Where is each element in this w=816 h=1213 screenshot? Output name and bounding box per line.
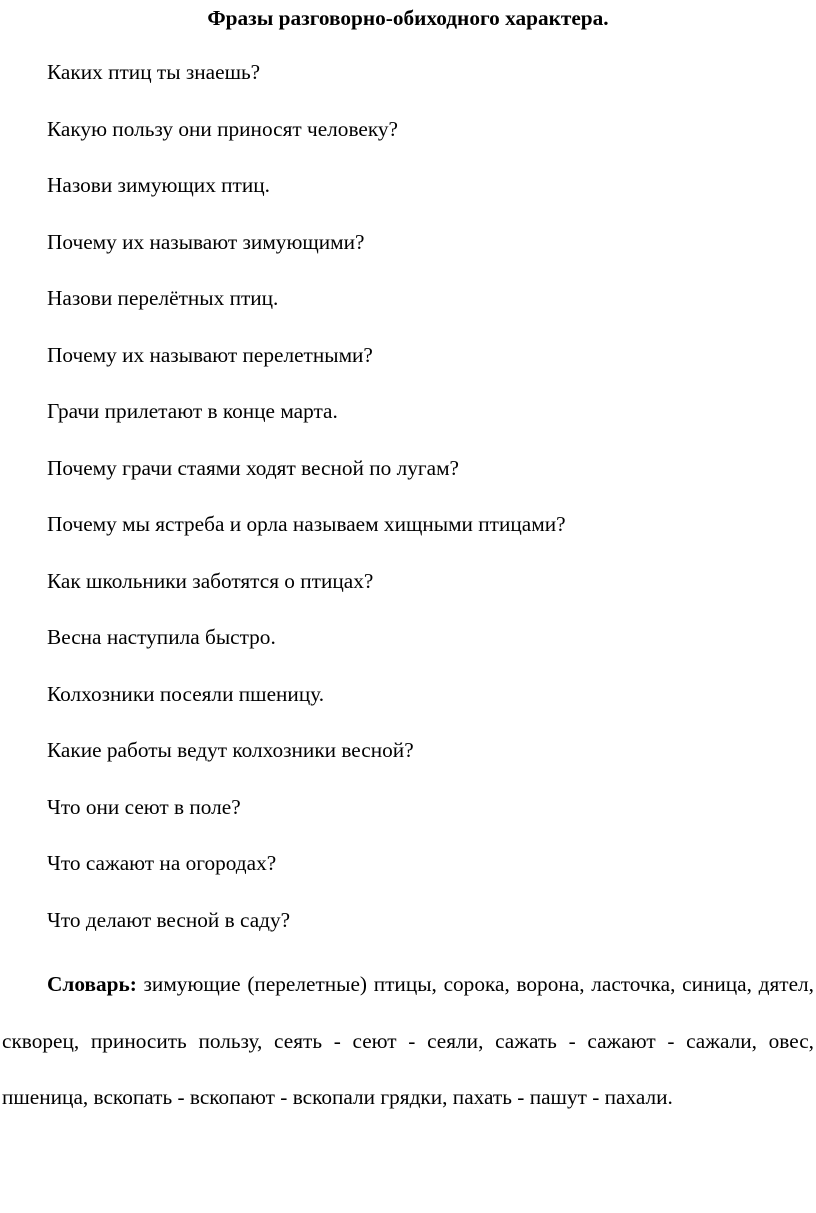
phrase-item: Назови зимующих птиц. — [47, 173, 270, 197]
phrase-item: Почему их называют зимующими? — [47, 229, 365, 254]
document-title: Фразы разговорно-обиходного характера. — [207, 6, 609, 30]
phrase-item: Что сажают на огородах? — [47, 851, 277, 875]
phrase-list — [47, 58, 566, 962]
phrase-item: Какую пользу они приносят человеку? — [47, 116, 398, 141]
phrase-item: Что они сеют в поле? — [47, 794, 241, 819]
phrase-item: Весна наступила быстро. — [47, 625, 276, 649]
phrase-item: Колхозники посеяли пшеницу. — [47, 681, 325, 706]
phrase-item: Что делают весной в саду? — [47, 907, 291, 932]
phrase-item: Как школьники заботятся о птицах? — [47, 568, 374, 593]
phrase-item: Назови перелётных птиц. — [47, 286, 279, 310]
vocabulary-label: Словарь: — [47, 972, 137, 996]
phrase-item: Какие работы ведут колхозники весной? — [47, 738, 414, 762]
phrase-item: Почему мы ястреба и орла называем хищными птицами? — [47, 512, 566, 536]
vocabulary-text: зимующие (перелетные) птицы, сорока, ворона, ласточка, синица, дятел, скворец, приносить пользу, сеять - сеют - сеяли, сажать - сажают - сажали, овес, пшеница, вскопать - вскопают - вскопали грядки, пахать - пашут - пахали. — [2, 972, 814, 1109]
vocabulary-paragraph — [2, 956, 814, 1126]
phrase-item: Каких птиц ты знаешь? — [47, 60, 261, 84]
phrase-item: Почему грачи стаями ходят весной по лугам? — [47, 455, 460, 480]
phrase-item: Грачи прилетают в конце марта. — [47, 399, 338, 423]
phrase-item: Почему их называют перелетными? — [47, 342, 373, 367]
